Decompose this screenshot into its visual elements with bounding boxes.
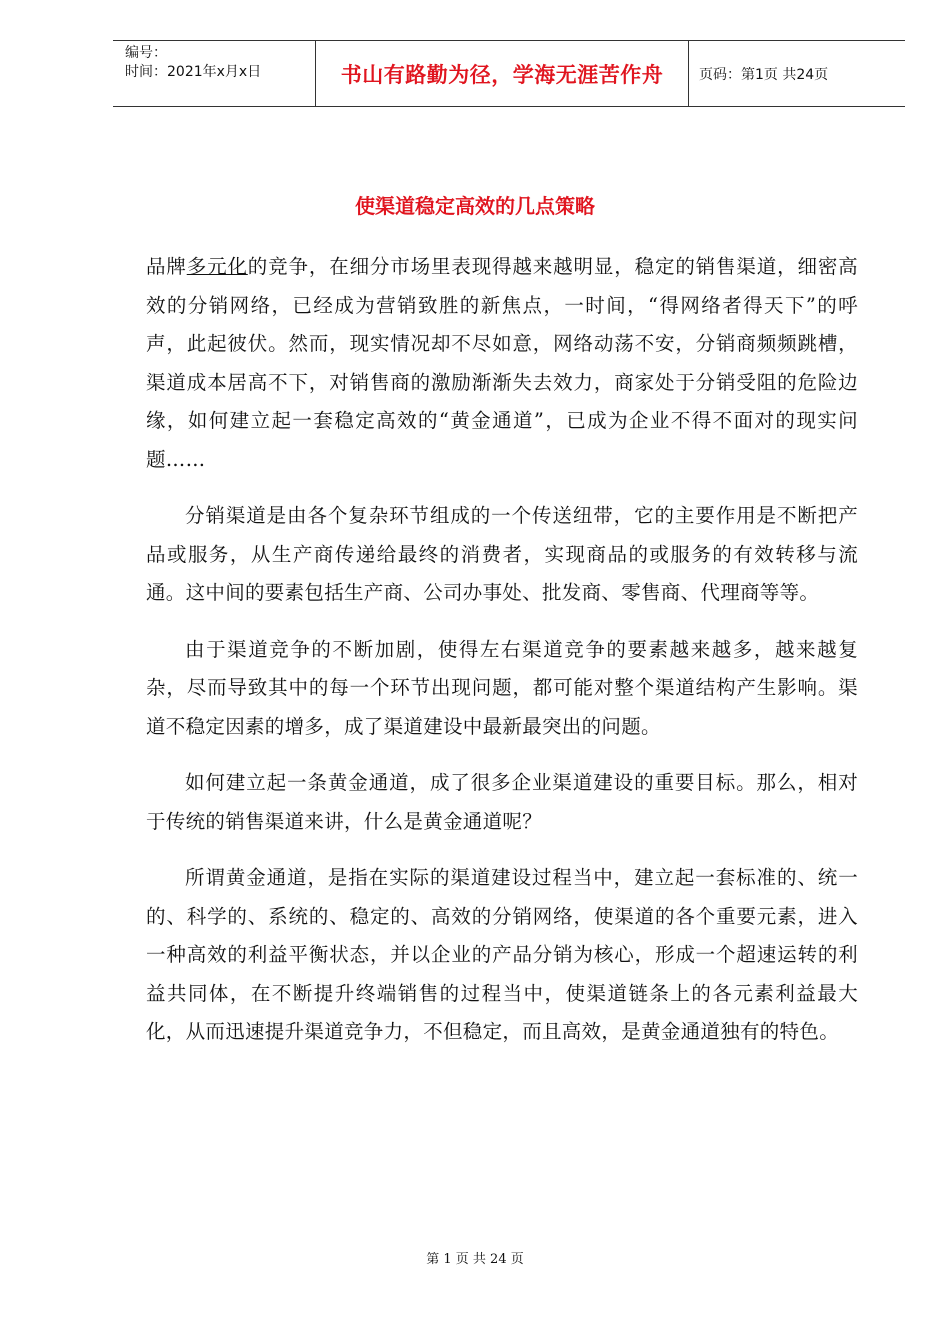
paragraph: 由于渠道竞争的不断加剧，使得左右渠道竞争的要素越来越多，越来越复杂，尽而导致其中的每一个环节出现问题，都可能对整个渠道结构产生影响。渠道不稳定因素的增多，成了渠道建设中最新最突出的问题。 [146, 637, 858, 738]
paragraph-intro [146, 248, 858, 479]
header-page-info: 页码：第1页 共24页 [699, 66, 829, 83]
document-title: 使渠道稳定高效的几点策略 [355, 194, 595, 218]
page-header [113, 40, 905, 107]
number-label: 编号： [125, 45, 167, 61]
paragraph: 分销渠道是由各个复杂环节组成的一个传送纽带，它的主要作用是不断把产品或服务，从生产商传递给最终的消费者，实现商品的或服务的有效转移与流通。这中间的要素包括生产商、公司办事处、批发商、零售商、代理商等等。 [146, 504, 858, 604]
document-body [146, 248, 858, 1070]
header-motto: 书山有路勤为径，学海无涯苦作舟 [316, 41, 689, 106]
paragraph-text: 品牌 [146, 255, 187, 278]
time-label: 时间：2021年x月x日 [125, 64, 262, 80]
paragraph: 如何建立起一条黄金通道，成了很多企业渠道建设的重要目标。那么，相对于传统的销售渠道来讲，什么是黄金通道呢？ [146, 771, 858, 833]
page-footer: 第 1 页 共 24 页 [426, 1252, 524, 1267]
header-meta [113, 41, 316, 106]
paragraph: 所谓黄金通道，是指在实际的渠道建设过程当中，建立起一套标准的、统一的、科学的、系统的、稳定的、高效的分销网络，使渠道的各个重要元素，进入一种高效的利益平衡状态，并以企业的产品分销为核心，形成一个超速运转的利益共同体，在不断提升终端销售的过程当中，使渠道链条上的各元素利益最大化，从而迅速提升渠道竞争力，不但稳定，而且高效，是黄金通道独有的特色。 [146, 866, 858, 1043]
underlined-term: 多元化 [186, 255, 248, 278]
paragraph-text: 的竞争，在细分市场里表现得越来越明显，稳定的销售渠道，细密高效的分销网络，已经成为营销致胜的新焦点，一时间，“得网络者得天下”的呼声，此起彼伏。然而，现实情况却不尽如意，网络动荡不安，分销商频频跳槽，渠道成本居高不下，对销售商的激励渐渐失去效力，商家处于分销受阻的危险边缘，如何建立起一套稳定高效的“黄金通道”，已成为企业不得不面对的现实问题…… [146, 255, 858, 471]
